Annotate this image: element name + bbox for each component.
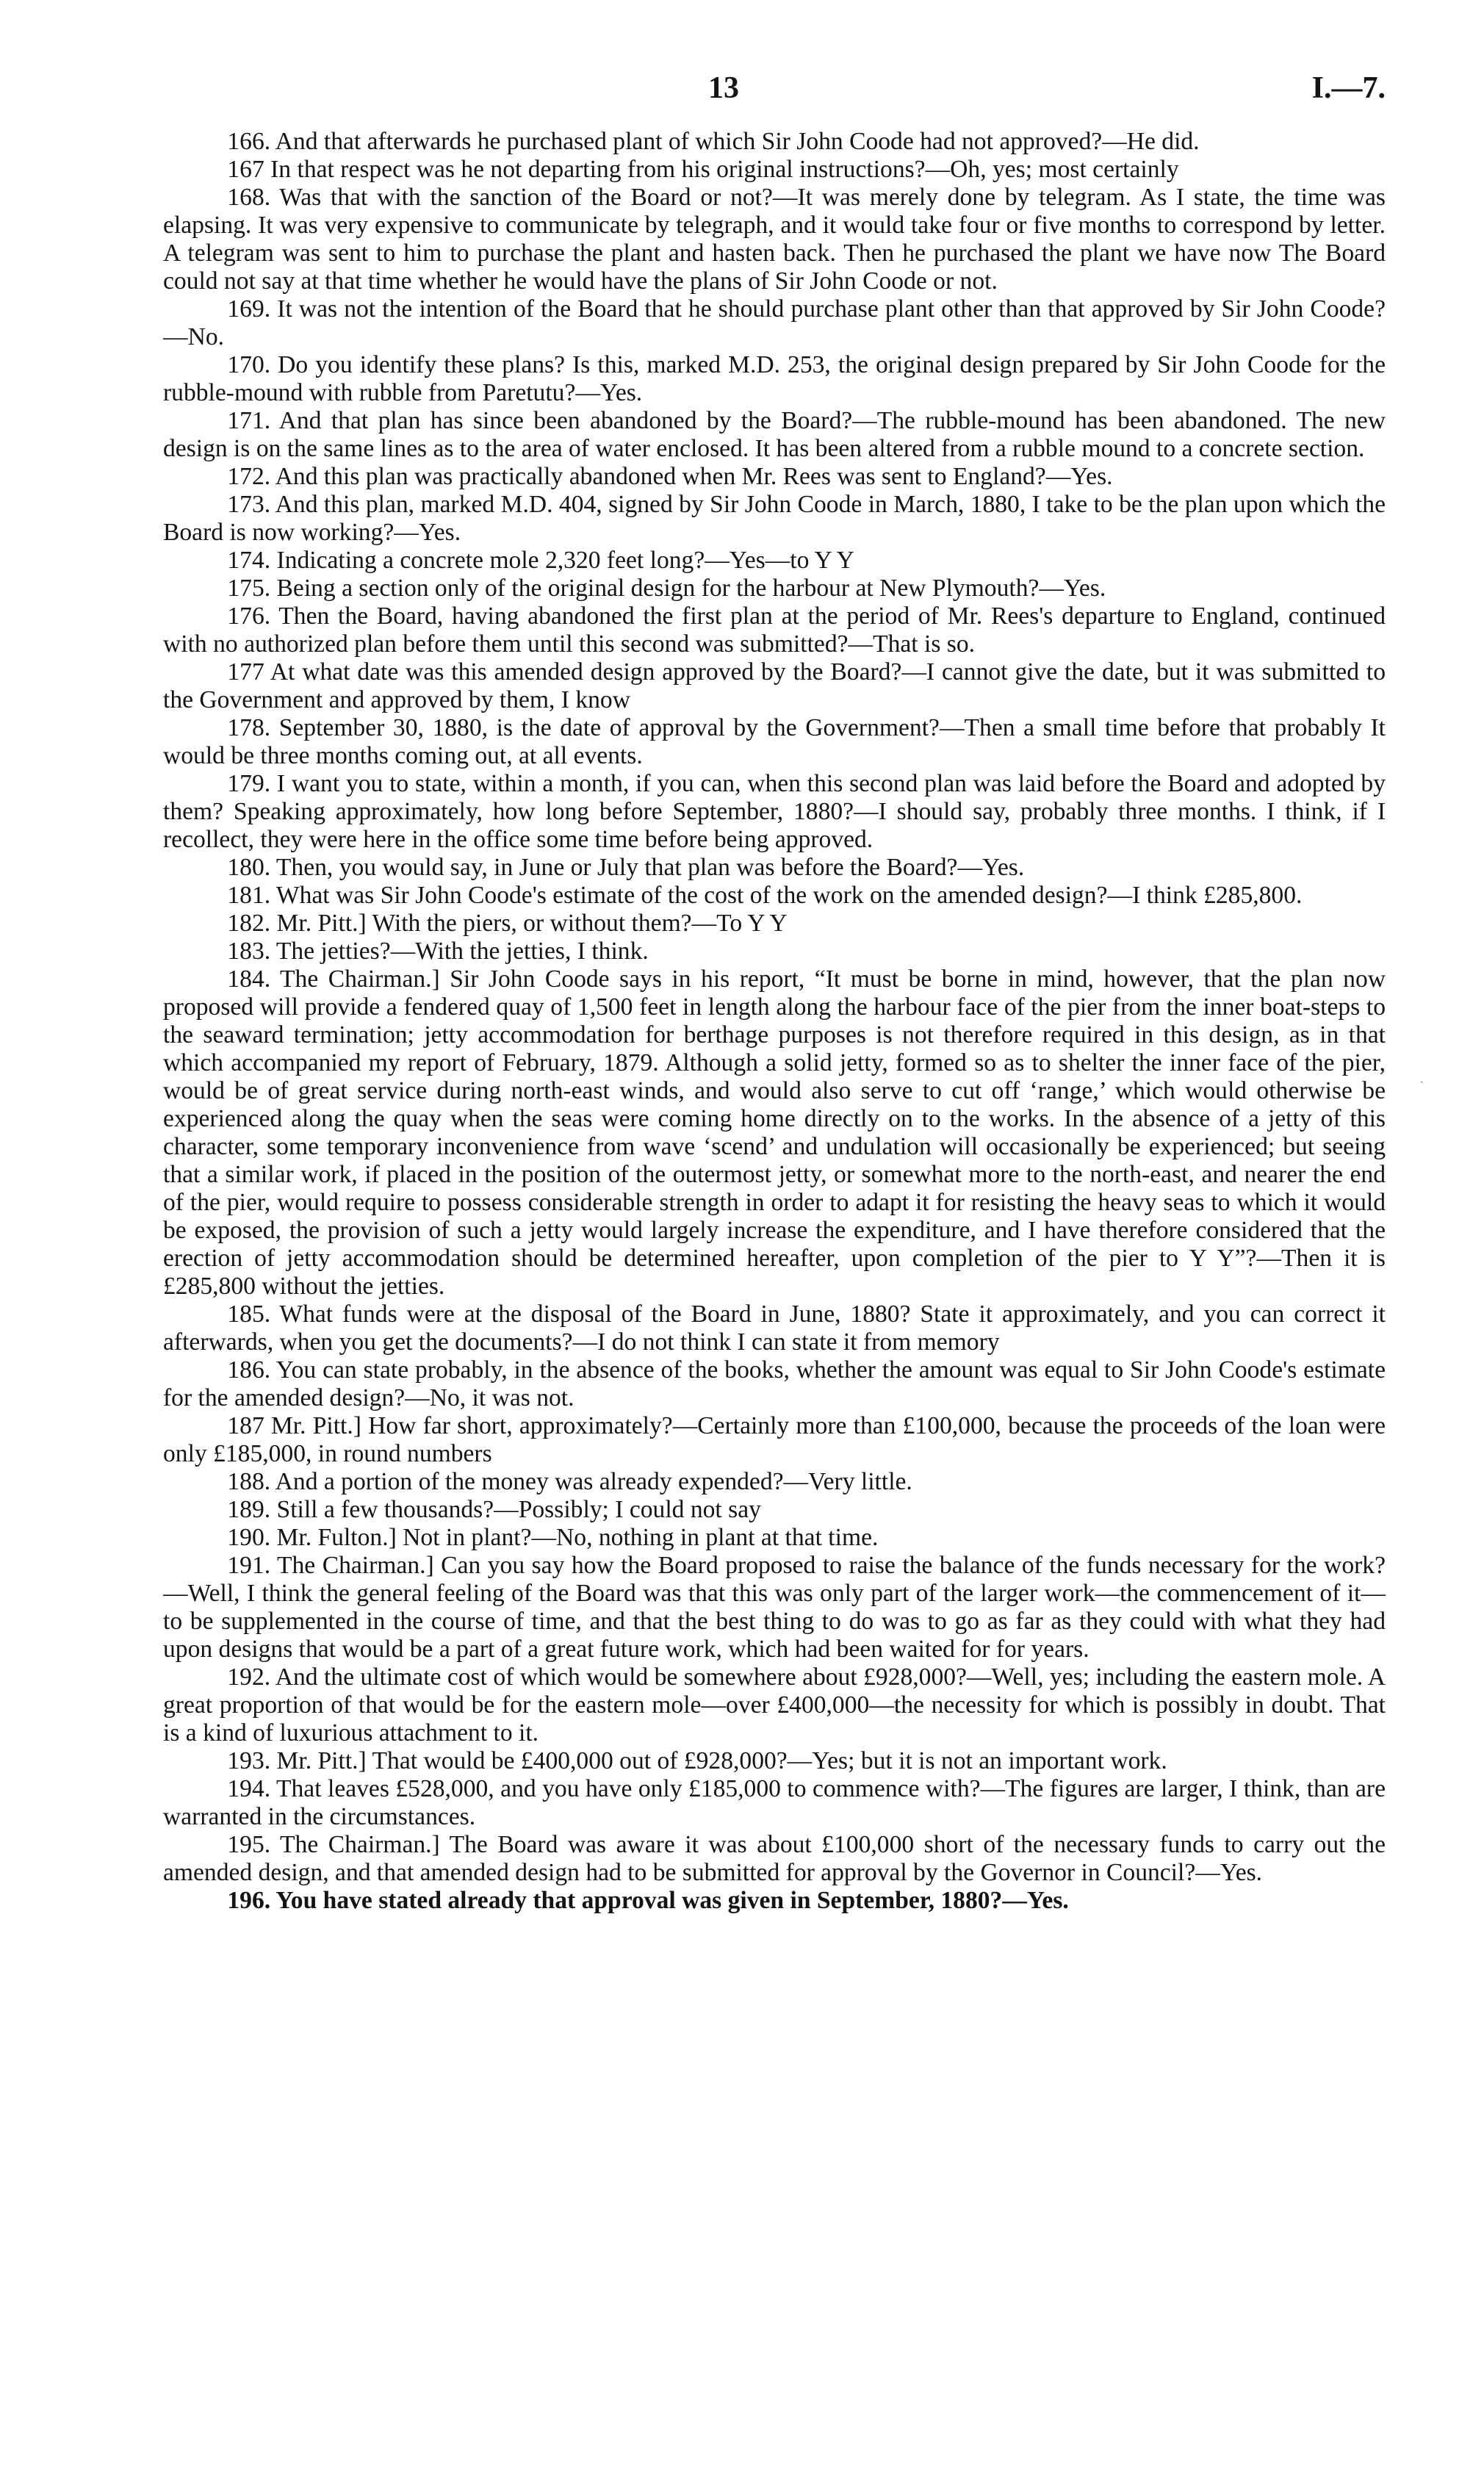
paragraph-174: 174. Indicating a concrete mole 2,320 feet long?—Yes—to Y Y <box>227 547 854 574</box>
paragraph-166: 166. And that afterwards he purchased plant of which Sir John Coode had not approved?—He did. <box>227 128 1200 155</box>
paragraph-190: 190. Mr. Fulton.] Not in plant?—No, nothing in plant at that time. <box>227 1524 879 1551</box>
paragraph-195: 195. The Chairman.] The Board was aware it was about £100,000 short of the necessary funds to carry out the amended design, and that amended design had to be submitted for approval by the Governor in Council?—Yes. <box>163 1831 1386 1886</box>
paragraph-189: 189. Still a few thousands?—Possibly; I could not say <box>227 1496 761 1523</box>
paragraph-191: 191. The Chairman.] Can you say how the Board proposed to raise the balance of the funds necessary for the work?—Well, I think the general feeling of the Board was that this was only part of the larger work—the commencement of it—to be supplemented in the course of time, and that the best thing to do was to go as far as they could with what they had upon designs that would be a part of a great future work, which had been waited for for years. <box>163 1552 1386 1663</box>
page-number: 13 <box>708 71 739 105</box>
paragraph-182: 182. Mr. Pitt.] With the piers, or without them?—To Y Y <box>227 910 788 937</box>
document-page <box>163 71 1386 1915</box>
paragraph-185: 185. What funds were at the disposal of the Board in June, 1880? State it approximately, and you can correct it afterwards, when you get the documents?—I do not think I can state it from memory <box>163 1301 1386 1356</box>
paragraph-170: 170. Do you identify these plans? Is this, marked M.D. 253, the original design prepared by Sir John Coode for the rubble-mound with rubble from Paretutu?—Yes. <box>163 351 1386 406</box>
paragraph-178: 178. September 30, 1880, is the date of approval by the Government?—Then a small time before that probably It would be three months coming out, at all events. <box>163 714 1386 769</box>
paragraph-183: 183. The jetties?—With the jetties, I think. <box>227 938 649 965</box>
paragraph-192: 192. And the ultimate cost of which would be somewhere about £928,000?—Well, yes; including the eastern mole. A great proportion of that would be for the eastern mole—over £400,000—the necessity for which is possibly in doubt. That is a kind of luxurious attachment to it. <box>163 1663 1386 1747</box>
paragraph-172: 172. And this plan was practically abandoned when Mr. Rees was sent to England?—Yes. <box>227 463 1113 490</box>
paragraph-188: 188. And a portion of the money was already expended?—Very little. <box>227 1468 912 1495</box>
paragraph-171: 171. And that plan has since been abandoned by the Board?—The rubble-mound has been abandoned. The new design is on the same lines as to the area of water enclosed. It has been altered from a rubble mound to a concrete section. <box>163 407 1386 462</box>
paragraph-194: 194. That leaves £528,000, and you have only £185,000 to commence with?—The figures are larger, I think, than are warranted in the circumstances. <box>163 1775 1386 1830</box>
paragraph-168: 168. Was that with the sanction of the Board or not?—It was merely done by telegram. As I state, the time was elapsing. It was very expensive to communicate by telegraph, and it would take four or five months to correspond by letter. A telegram was sent to him to purchase the plant and hasten back. Then he purchased the plant we have now The Board could not say at that time whether he would have the plans of Sir John Coode or not. <box>163 184 1386 295</box>
paragraph-193: 193. Mr. Pitt.] That would be £400,000 out of £928,000?—Yes; but it is not an important work. <box>227 1747 1167 1774</box>
paragraph-187: 187 Mr. Pitt.] How far short, approximately?—Certainly more than £100,000, because the proceeds of the loan were only £185,000, in round numbers <box>163 1412 1386 1467</box>
paragraph-186: 186. You can state probably, in the absence of the books, whether the amount was equal to Sir John Coode's estimate for the amended design?—No, it was not. <box>163 1356 1386 1411</box>
paragraph-180: 180. Then, you would say, in June or July that plan was before the Board?—Yes. <box>227 854 1025 881</box>
paragraph-196: 196. You have stated already that approval was given in September, 1880?—Yes. <box>227 1887 1069 1914</box>
paragraph-179: 179. I want you to state, within a month, if you can, when this second plan was laid before the Board and adopted by them? Speaking approximately, how long before September, 1880?—I should say, probably three months. I think, if I recollect, they were here in the office some time before being approved. <box>163 770 1386 853</box>
paragraph-175: 175. Being a section only of the original design for the harbour at New Plymouth?—Yes. <box>227 575 1106 602</box>
paragraph-176: 176. Then the Board, having abandoned the first plan at the period of Mr. Rees's departure to England, continued with no authorized plan before them until this second was submitted?—That is so. <box>163 602 1386 658</box>
paragraph-181: 181. What was Sir John Coode's estimate of the cost of the work on the amended design?—I think £285,800. <box>227 882 1303 909</box>
paragraph-184: 184. The Chairman.] Sir John Coode says in his report, “It must be borne in mind, however, that the plan now proposed will provide a fendered quay of 1,500 feet in length along the harbour face of the pier from the inner boat-steps to the seaward termination; jetty accommodation for berthage purposes is not therefore required in this design, as in that which accompanied my report of February, 1879. Although a solid jetty, formed so as to shelter the inner face of the pier, would be of great service during north-east winds, and would also serve to cut off ‘range,’ which would otherwise be experienced along the quay when the seas were coming home directly on to the works. In the absence of a jetty of this character, some temporary inconvenience from wave ‘scend’ and undulation will occasionally be experienced; but seeing that a similar work, if placed in the position of the outermost jetty, or somewhat more to the north-east, and nearer the end of the pier, would require to possess considerable strength in order to adapt it for resisting the heavy seas to which it would be exposed, the provision of such a jetty would largely increase the expenditure, and I have therefore considered that the erection of jetty accommodation should be determined hereafter, upon completion of the pier to Y Y”?—Then it is £285,800 without the jetties. <box>163 965 1386 1300</box>
paragraph-173: 173. And this plan, marked M.D. 404, signed by Sir John Coode in March, 1880, I take to be the plan upon which the Board is now working?—Yes. <box>163 491 1386 546</box>
paragraph-167: 167 In that respect was he not departing from his original instructions?—Oh, yes; most certainly <box>227 156 1179 183</box>
paragraph-169: 169. It was not the intention of the Board that he should purchase plant other than that approved by Sir John Coode?—No. <box>163 295 1386 350</box>
page-header <box>163 71 1386 118</box>
paper-reference: I.—7. <box>1311 71 1386 105</box>
evidence-transcript <box>163 128 1386 1915</box>
stray-print-mark: ˎ <box>1420 1073 1424 1084</box>
paragraph-177: 177 At what date was this amended design approved by the Board?—I cannot give the date, but it was submitted to the Government and approved by them, I know <box>163 658 1386 713</box>
